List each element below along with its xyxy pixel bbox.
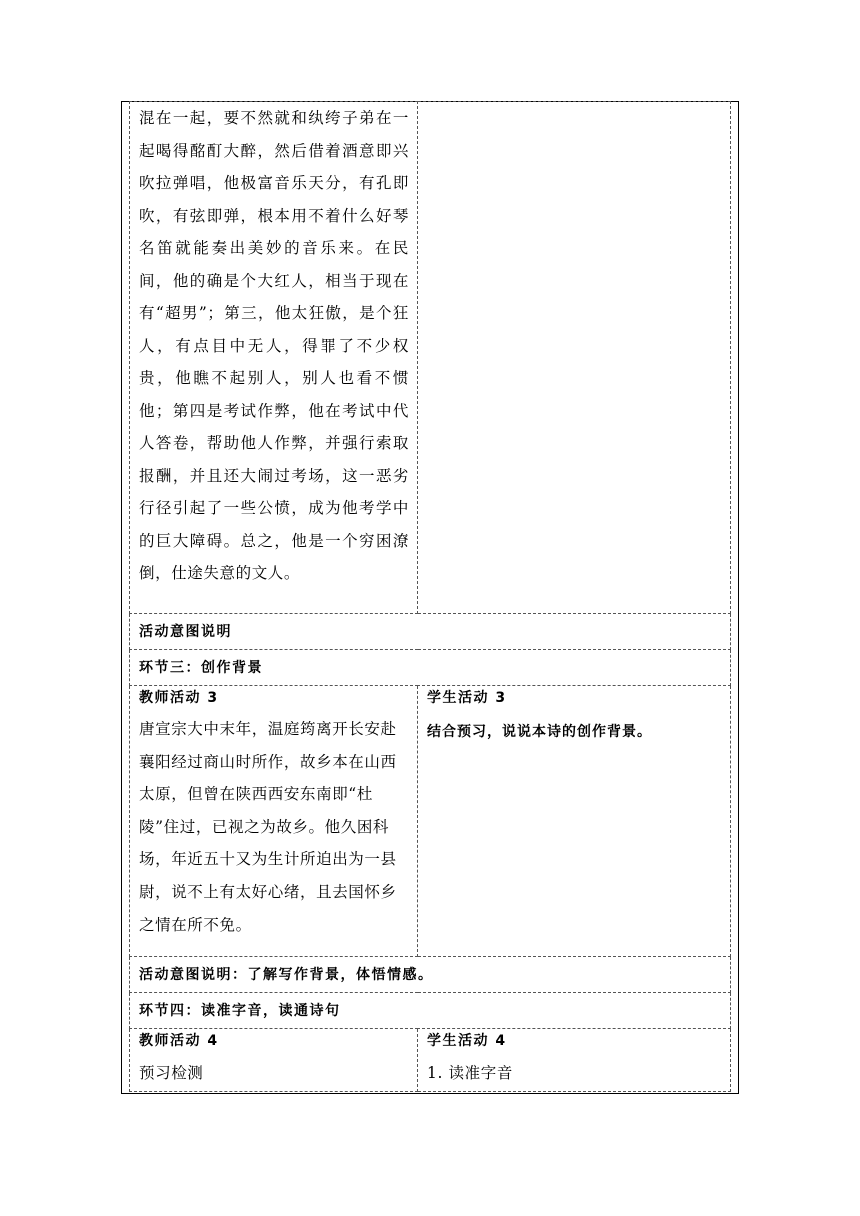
student-activity-3-cell xyxy=(418,686,731,957)
student-activity-4-cell xyxy=(418,1029,731,1092)
student-activity-4-text: 1. 读准字音 xyxy=(427,1064,513,1082)
section4-title-row xyxy=(130,993,731,1029)
lesson-plan-table xyxy=(129,101,731,1092)
section3-title: 环节三：创作背景 xyxy=(139,660,263,676)
section3-intent-row xyxy=(130,957,731,993)
student-activity-4-label: 学生活动 4 xyxy=(427,1033,507,1049)
student-activity-3-text: 结合预习，说说本诗的创作背景。 xyxy=(427,724,652,740)
intent-label: 活动意图说明 xyxy=(139,624,232,640)
continued-student-cell xyxy=(418,102,731,614)
frame-left-border xyxy=(121,101,122,1094)
intent-row-blank xyxy=(130,614,731,650)
frame-right-border xyxy=(738,101,739,1094)
continued-text: 混在一起，要不然就和纨绔子弟在一起喝得酩酊大醉，然后借着酒意即兴吹拉弹唱，他极富音乐天分，有孔即吹，有弦即弹，根本用不着什么好琴名笛就能奏出美妙的音乐来。在民间，他的确是个大红人，相当于现在有“超男”；第三，他太狂傲，是个狂人，有点目中无人，得罪了不少权贵，他瞧不起别人，别人也看不惯他；第四是考试作弊，他在考试中代人答卷，帮助他人作弊，并强行索取报酬，并且还大闹过考场，这一恶劣行径引起了一些公愤，成为他考学中的巨大障碍。总之，他是一个穷困潦倒，仕途失意的文人。 xyxy=(139,109,409,582)
teacher-activity-4-cell xyxy=(130,1029,418,1092)
teacher-activity-3-label: 教师活动 3 xyxy=(139,690,219,706)
section3-title-row xyxy=(130,650,731,686)
teacher-activity-3-text: 唐宣宗大中末年，温庭筠离开长安赴襄阳经过商山时所作，故乡本在山西太原，但曾在陕西西安东南即“杜陵”住过，已视之为故乡。他久困科场，年近五十又为生计所迫出为一县尉，说不上有太好心绪，且去国怀乡之情在所不免。 xyxy=(139,720,397,934)
continued-teacher-cell xyxy=(130,102,418,614)
teacher-activity-3-cell xyxy=(130,686,418,957)
section3-intent: 活动意图说明：了解写作背景，体悟情感。 xyxy=(139,967,434,983)
continued-row xyxy=(130,102,731,614)
section3-activity-row xyxy=(130,686,731,957)
section4-title: 环节四：读准字音，读通诗句 xyxy=(139,1003,341,1019)
teacher-activity-4-label: 教师活动 4 xyxy=(139,1033,219,1049)
student-activity-3-label: 学生活动 3 xyxy=(427,690,507,706)
teacher-activity-4-text: 预习检测 xyxy=(139,1064,204,1082)
frame-bottom-border xyxy=(121,1093,739,1094)
section4-activity-row xyxy=(130,1029,731,1092)
